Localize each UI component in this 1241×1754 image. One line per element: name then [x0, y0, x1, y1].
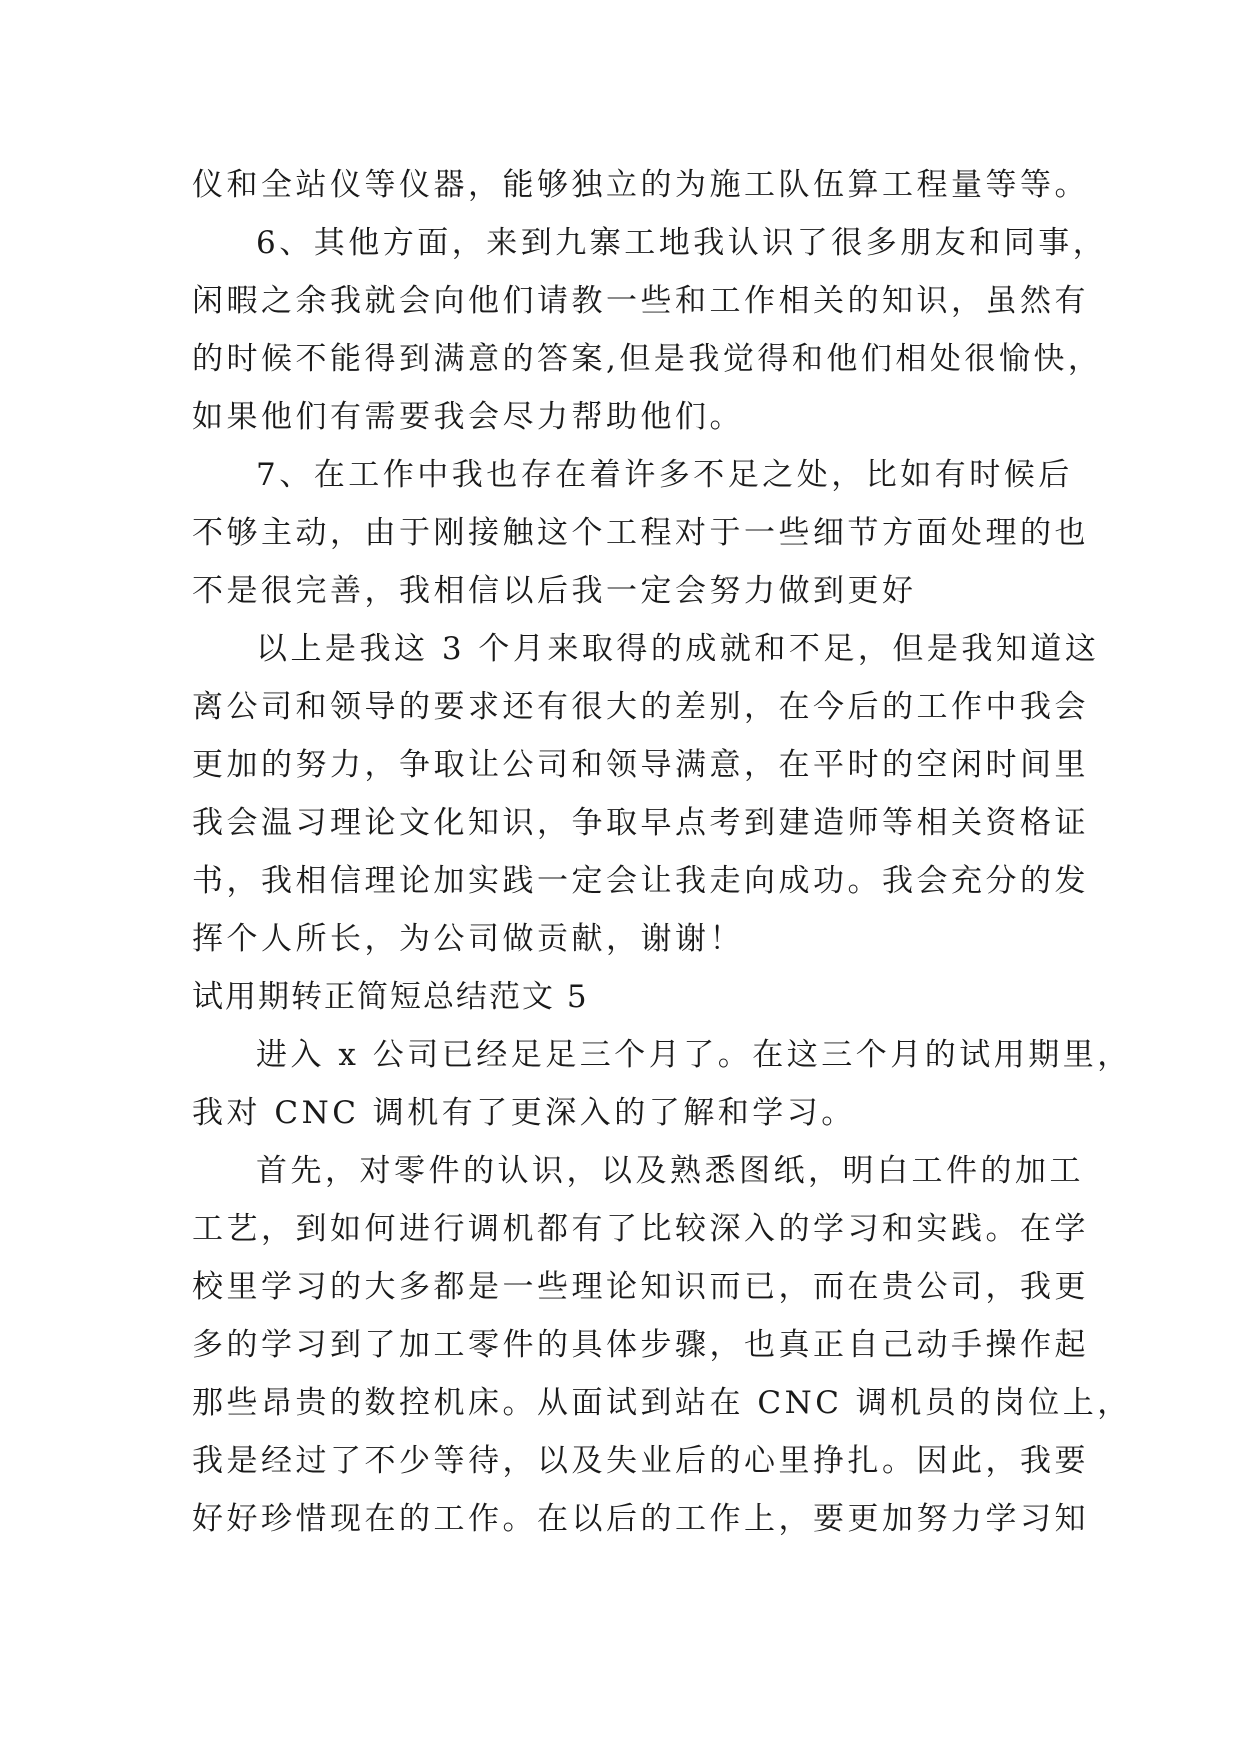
- paragraph-line: 7、在工作中我也存在着许多不足之处，比如有时候后: [256, 457, 1073, 493]
- paragraph-line: 仪和全站仪等仪器，能够独立的为施工队伍算工程量等等。: [192, 167, 1089, 203]
- paragraph-line: 离公司和领导的要求还有很大的差别，在今后的工作中我会: [192, 689, 1089, 725]
- paragraph-line: 我对 CNC 调机有了更深入的了解和学习。: [192, 1095, 856, 1131]
- paragraph-line: 闲暇之余我就会向他们请教一些和工作相关的知识，虽然有: [192, 283, 1089, 319]
- document-body: [192, 156, 1132, 1548]
- paragraph-line: 以上是我这 3 个月来取得的成就和不足，但是我知道这: [256, 631, 1100, 667]
- paragraph-line: 首先，对零件的认识，以及熟悉图纸，明白工件的加工: [256, 1153, 1084, 1189]
- paragraph-line: 多的学习到了加工零件的具体步骤，也真正自己动手操作起: [192, 1327, 1089, 1363]
- paragraph-line: 如果他们有需要我会尽力帮助他们。: [192, 399, 744, 435]
- paragraph-line: 书，我相信理论加实践一定会让我走向成功。我会充分的发: [192, 863, 1089, 899]
- paragraph-line: 好好珍惜现在的工作。在以后的工作上，要更加努力学习知: [192, 1501, 1089, 1537]
- paragraph-line: 不是很完善，我相信以后我一定会努力做到更好: [192, 573, 917, 609]
- paragraph-line: 校里学习的大多都是一些理论知识而已，而在贵公司，我更: [192, 1269, 1089, 1305]
- paragraph-line: 我会温习理论文化知识，争取早点考到建造师等相关资格证: [192, 805, 1089, 841]
- paragraph-line: 不够主动，由于刚接触这个工程对于一些细节方面处理的也: [192, 515, 1089, 551]
- paragraph-line: 挥个人所长，为公司做贡献，谢谢！: [192, 921, 744, 957]
- paragraph-line: 工艺，到如何进行调机都有了比较深入的学习和实践。在学: [192, 1211, 1089, 1247]
- section-heading: 试用期转正简短总结范文 5: [192, 979, 589, 1015]
- paragraph-line: 我是经过了不少等待，以及失业后的心里挣扎。因此，我要: [192, 1443, 1089, 1479]
- paragraph-line: 更加的努力，争取让公司和领导满意，在平时的空闲时间里: [192, 747, 1089, 783]
- paragraph-line: 的时候不能得到满意的答案,但是我觉得和他们相处很愉快，: [192, 341, 1103, 377]
- paragraph-line: 那些昂贵的数控机床。从面试到站在 CNC 调机员的岗位上，: [192, 1385, 1132, 1421]
- paragraph-line: 6、其他方面，来到九寨工地我认识了很多朋友和同事，: [256, 225, 1108, 261]
- paragraph-line: 进入 x 公司已经足足三个月了。在这三个月的试用期里，: [256, 1037, 1132, 1073]
